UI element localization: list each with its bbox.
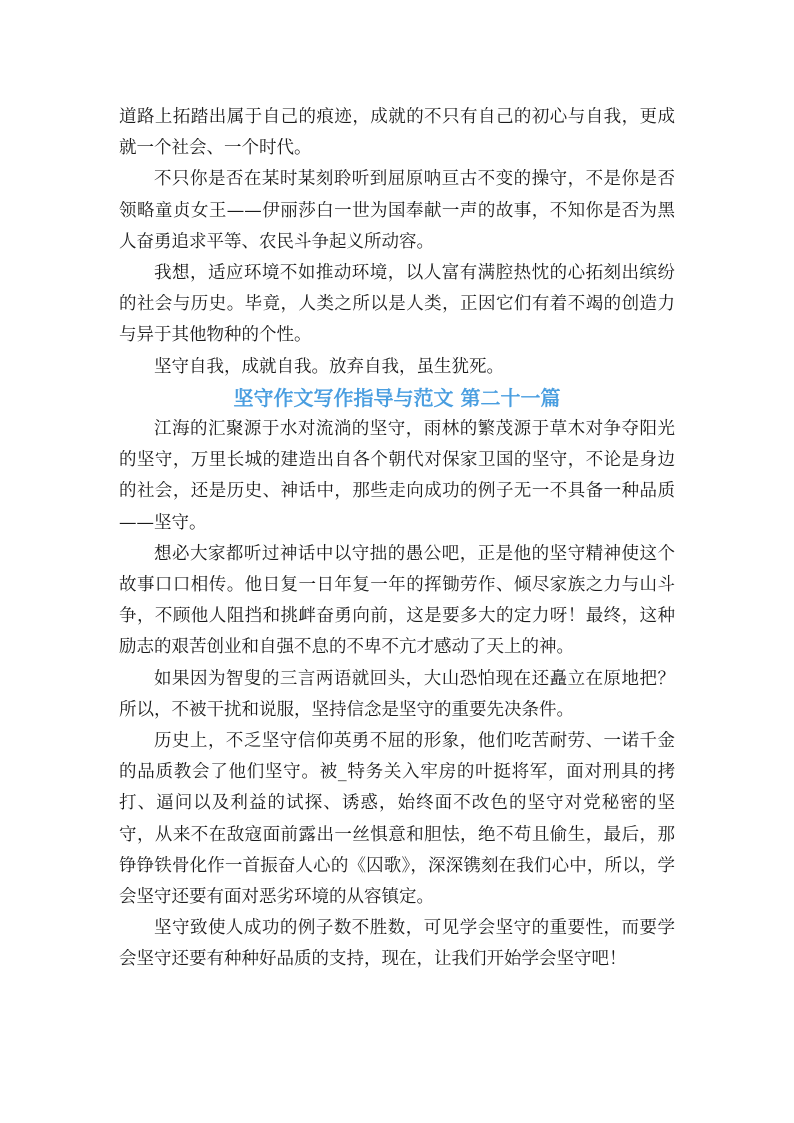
section-title: 坚守作文写作指导与范文 第二十一篇	[233, 385, 561, 410]
body-paragraph-2: 想必大家都听过神话中以守拙的愚公吧，正是他的坚守精神使这个故事口口相传。他日复一日年复一年的挥锄劳作、倾尽家族之力与山斗争，不顾他人阻挡和挑衅奋勇向前，这是要多大的定力呀！最终，这种励志的艰苦创业和自强不息的不卑不亢才感动了天上的神。	[119, 543, 675, 658]
body-paragraph-5: 坚守致使人成功的例子数不胜数，可见学会坚守的重要性，而要学会坚守还要有种种好品质的支持，现在，让我们开始学会坚守吧！	[119, 918, 675, 970]
document-page	[119, 102, 675, 976]
body-paragraph-4: 历史上，不乏坚守信仰英勇不屈的形象，他们吃苦耐劳、一诺千金的品质教会了他们坚守。被_特务关入牢房的叶挺将军，面对刑具的拷打、逼问以及利益的试探、诱惑，始终面不改色的坚守对党秘密的坚守，从来不在敌寇面前露出一丝惧意和胆怯，绝不苟且偷生，最后，那铮铮铁骨化作一首振奋人心的《囚歌》，深深镌刻在我们心中，所以，学会坚守还要有面对恶劣环境的从容镇定。	[119, 731, 675, 908]
body-paragraph-3: 如果因为智叟的三言两语就回头，大山恐怕现在还矗立在原地把？所以，不被干扰和说服，坚持信念是坚守的重要先决条件。	[119, 668, 675, 720]
intro-paragraph-4: 坚守自我，成就自我。放弃自我，虽生犹死。	[154, 356, 504, 377]
intro-paragraph-1: 道路上拓踏出属于自己的痕迹，成就的不只有自己的初心与自我，更成就一个社会、一个时代。	[119, 107, 675, 159]
body-paragraph-1: 江海的汇聚源于水对流淌的坚守，雨林的繁茂源于草木对争夺阳光的坚守，万里长城的建造出自各个朝代对保家卫国的坚守，不论是身边的社会，还是历史、神话中，那些走向成功的例子无一不具备一种品质——坚守。	[119, 419, 675, 533]
intro-paragraph-2: 不只你是否在某时某刻聆听到屈原呐亘古不变的操守，不是你是否领略童贞女王——伊丽莎白一世为国奉献一声的故事，不知你是否为黑人奋勇追求平等、农民斗争起义所动容。	[119, 169, 675, 252]
intro-paragraph-3: 我想，适应环境不如推动环境，以人富有满腔热忱的心拓刻出缤纷的社会与历史。毕竟，人类之所以是人类，正因它们有着不竭的创造力与异于其他物种的个性。	[119, 263, 675, 346]
